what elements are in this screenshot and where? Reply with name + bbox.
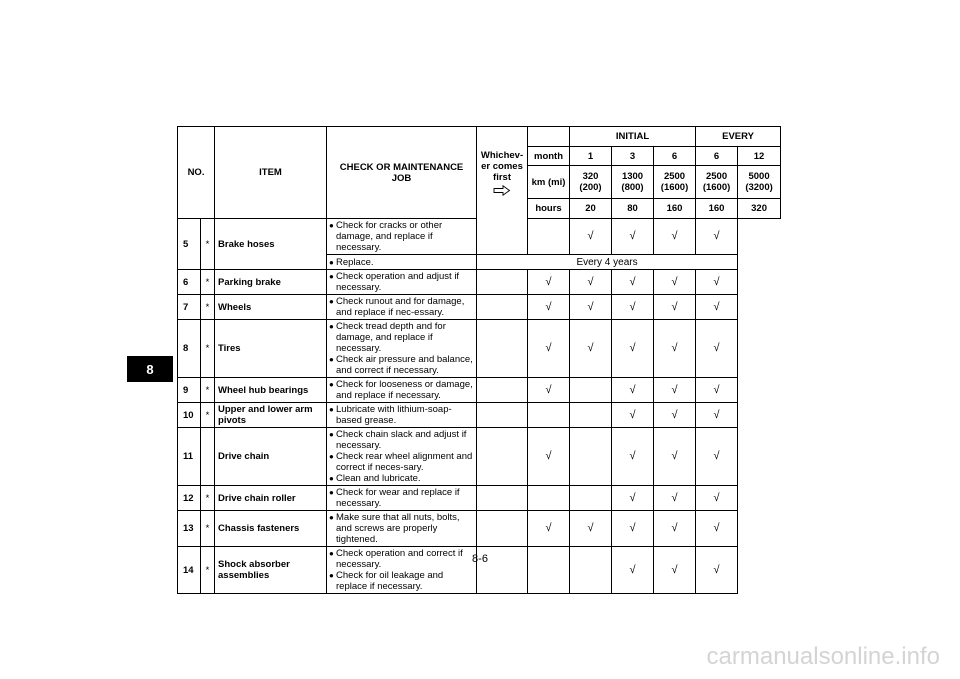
bullet-icon: ● <box>329 571 334 580</box>
check-mark: √ <box>612 486 654 511</box>
check-mark <box>570 378 612 403</box>
bullet-icon: ● <box>329 221 334 230</box>
item-number: 5 <box>178 219 201 270</box>
blank-cell <box>477 486 528 511</box>
check-mark: √ <box>528 428 570 486</box>
item-name: Upper and lower arm pivots <box>215 403 327 428</box>
check-mark: √ <box>612 403 654 428</box>
header-month-label: month <box>528 147 570 166</box>
check-mark: √ <box>612 219 654 255</box>
item-number: 13 <box>178 511 201 547</box>
header-hours-value: 160 <box>654 199 696 219</box>
header-hours-value: 320 <box>738 199 781 219</box>
item-name: Wheels <box>215 295 327 320</box>
header-whichever <box>477 127 528 219</box>
job-cell <box>327 219 477 255</box>
job-text: Check for wear and replace if necessary. <box>336 487 460 509</box>
blank-cell <box>477 219 528 255</box>
job-text: Check chain slack and adjust if necessary. <box>336 429 467 451</box>
blank-cell <box>477 403 528 428</box>
item-number: 12 <box>178 486 201 511</box>
header-hours-value: 160 <box>696 199 738 219</box>
check-mark: √ <box>696 295 738 320</box>
header-job: CHECK OR MAINTENANCE JOB <box>327 127 477 219</box>
job-cell <box>327 486 477 511</box>
job-bullet <box>329 271 473 293</box>
check-mark <box>570 403 612 428</box>
table-row <box>178 486 781 511</box>
arrow-right-icon <box>493 185 511 196</box>
blank-cell <box>477 270 528 295</box>
check-mark: √ <box>570 219 612 255</box>
job-text: Clean and lubricate. <box>336 473 421 484</box>
replace-interval: Every 4 years <box>477 255 738 270</box>
table-row <box>178 295 781 320</box>
job-text: Check rear wheel alignment and correct if neces-sary. <box>336 451 473 473</box>
item-number: 7 <box>178 295 201 320</box>
maintenance-table <box>177 126 781 594</box>
header-every: EVERY <box>696 127 781 147</box>
blank-cell <box>477 295 528 320</box>
check-mark: √ <box>654 270 696 295</box>
check-mark: √ <box>570 320 612 378</box>
job-text: Check for looseness or damage, and replace if necessary. <box>336 379 473 401</box>
job-text: Check runout and for damage, and replace if nec-essary. <box>336 296 465 318</box>
job-text: Check for oil leakage and replace if necessary. <box>336 570 444 592</box>
item-number: 9 <box>178 378 201 403</box>
bullet-icon: ● <box>329 474 334 483</box>
table-row <box>178 219 781 255</box>
item-number: 14 <box>178 547 201 594</box>
job-text: Lubricate with lithium-soap-based grease. <box>336 404 452 426</box>
check-mark: √ <box>696 428 738 486</box>
page-number: 8-6 <box>472 553 488 565</box>
item-name: Drive chain <box>215 428 327 486</box>
asterisk-mark: * <box>201 320 215 378</box>
header-whichever-text: Whichev-er comes first <box>480 149 524 183</box>
bullet-icon: ● <box>329 430 334 439</box>
job-bullet <box>329 321 473 354</box>
header-km-value: 2500 (1600) <box>654 166 696 199</box>
job-cell <box>327 320 477 378</box>
header-item: ITEM <box>215 127 327 219</box>
item-name: Drive chain roller <box>215 486 327 511</box>
job-cell <box>327 295 477 320</box>
bullet-icon: ● <box>329 488 334 497</box>
asterisk-mark: * <box>201 295 215 320</box>
job-cell <box>327 511 477 547</box>
bullet-icon: ● <box>329 380 334 389</box>
check-mark: √ <box>696 378 738 403</box>
header-hours-value: 20 <box>570 199 612 219</box>
bullet-icon: ● <box>329 513 334 522</box>
header-month-value: 6 <box>654 147 696 166</box>
job-bullet <box>329 487 473 509</box>
job-bullet <box>329 296 473 318</box>
check-mark: √ <box>528 511 570 547</box>
header-initial: INITIAL <box>570 127 696 147</box>
check-mark: √ <box>654 486 696 511</box>
job-cell <box>327 255 477 270</box>
job-text: Check for cracks or other damage, and replace if necessary. <box>336 220 443 253</box>
check-mark: √ <box>654 511 696 547</box>
job-bullet <box>329 404 473 426</box>
bullet-icon: ● <box>329 405 334 414</box>
table-row <box>178 428 781 486</box>
check-mark: √ <box>528 270 570 295</box>
table-row <box>178 378 781 403</box>
header-km-value: 5000 (3200) <box>738 166 781 199</box>
table-row <box>178 270 781 295</box>
check-mark <box>570 486 612 511</box>
table-row <box>178 511 781 547</box>
header-km-value: 2500 (1600) <box>696 166 738 199</box>
blank-cell <box>477 320 528 378</box>
table-row <box>178 320 781 378</box>
job-text: Check tread depth and for damage, and replace if necessary. <box>336 321 446 354</box>
header-month-value: 1 <box>570 147 612 166</box>
check-mark: √ <box>654 403 696 428</box>
header-month-value: 12 <box>738 147 781 166</box>
header-corner <box>528 127 570 147</box>
item-number: 11 <box>178 428 201 486</box>
asterisk-mark: * <box>201 378 215 403</box>
job-bullet <box>329 473 473 484</box>
check-mark: √ <box>528 295 570 320</box>
check-mark: √ <box>654 547 696 594</box>
header-no: NO. <box>178 127 215 219</box>
blank-cell <box>477 378 528 403</box>
blank-cell <box>477 511 528 547</box>
asterisk-mark: * <box>201 486 215 511</box>
blank-cell <box>477 428 528 486</box>
bullet-icon: ● <box>329 549 334 558</box>
check-mark: √ <box>612 378 654 403</box>
check-mark: √ <box>570 270 612 295</box>
asterisk-mark: * <box>201 547 215 594</box>
asterisk-mark: * <box>201 511 215 547</box>
header-km-label: km (mi) <box>528 166 570 199</box>
check-mark: √ <box>696 486 738 511</box>
check-mark: √ <box>696 219 738 255</box>
header-month-value: 6 <box>696 147 738 166</box>
item-number: 8 <box>178 320 201 378</box>
check-mark <box>528 219 570 255</box>
check-mark: √ <box>612 511 654 547</box>
check-mark: √ <box>570 295 612 320</box>
check-mark <box>570 428 612 486</box>
check-mark: √ <box>528 378 570 403</box>
check-mark: √ <box>612 270 654 295</box>
job-text: Check operation and correct if necessary. <box>336 548 463 570</box>
job-text: Replace. <box>336 256 374 268</box>
bullet-icon: ● <box>329 452 334 461</box>
check-mark: √ <box>654 428 696 486</box>
check-mark: √ <box>696 511 738 547</box>
item-name: Parking brake <box>215 270 327 295</box>
check-mark: √ <box>612 320 654 378</box>
check-mark: √ <box>696 320 738 378</box>
item-name: Brake hoses <box>215 219 327 270</box>
check-mark: √ <box>612 428 654 486</box>
check-mark: √ <box>654 295 696 320</box>
job-bullet <box>329 220 473 253</box>
header-km-value: 1300 (800) <box>612 166 654 199</box>
check-mark: √ <box>654 219 696 255</box>
check-mark: √ <box>612 295 654 320</box>
asterisk-mark <box>201 428 215 486</box>
item-number: 10 <box>178 403 201 428</box>
bullet-icon: ● <box>329 322 334 331</box>
job-bullet <box>329 512 473 545</box>
job-bullet <box>329 379 473 401</box>
job-bullet <box>329 257 473 268</box>
header-hours-label: hours <box>528 199 570 219</box>
check-mark: √ <box>654 320 696 378</box>
item-number: 6 <box>178 270 201 295</box>
job-bullet <box>329 429 473 451</box>
asterisk-mark: * <box>201 270 215 295</box>
bullet-icon: ● <box>329 257 334 267</box>
job-cell <box>327 270 477 295</box>
job-bullet <box>329 354 473 376</box>
check-mark: √ <box>696 547 738 594</box>
header-km-value: 320 (200) <box>570 166 612 199</box>
chapter-tab: 8 <box>127 356 173 382</box>
maintenance-table-body <box>178 127 781 594</box>
table-row <box>178 403 781 428</box>
check-mark <box>528 486 570 511</box>
header-hours-value: 80 <box>612 199 654 219</box>
job-text: Check air pressure and balance, and correct if necessary. <box>336 354 473 376</box>
watermark: carmanualsonline.info <box>706 643 940 670</box>
bullet-icon: ● <box>329 355 334 364</box>
job-cell <box>327 403 477 428</box>
check-mark: √ <box>654 378 696 403</box>
job-text: Make sure that all nuts, bolts, and screws are properly tightened. <box>336 512 460 545</box>
item-name: Shock absorber assemblies <box>215 547 327 594</box>
item-name: Tires <box>215 320 327 378</box>
job-bullet <box>329 451 473 473</box>
check-mark: √ <box>696 270 738 295</box>
check-mark: √ <box>612 547 654 594</box>
header-month-value: 3 <box>612 147 654 166</box>
bullet-icon: ● <box>329 297 334 306</box>
job-cell <box>327 378 477 403</box>
check-mark <box>528 403 570 428</box>
job-bullet <box>329 570 473 592</box>
job-cell <box>327 428 477 486</box>
asterisk-mark: * <box>201 403 215 428</box>
check-mark: √ <box>570 511 612 547</box>
asterisk-mark: * <box>201 219 215 270</box>
bullet-icon: ● <box>329 272 334 281</box>
check-mark: √ <box>528 320 570 378</box>
item-name: Chassis fasteners <box>215 511 327 547</box>
item-name: Wheel hub bearings <box>215 378 327 403</box>
job-text: Check operation and adjust if necessary. <box>336 271 460 293</box>
check-mark: √ <box>696 403 738 428</box>
